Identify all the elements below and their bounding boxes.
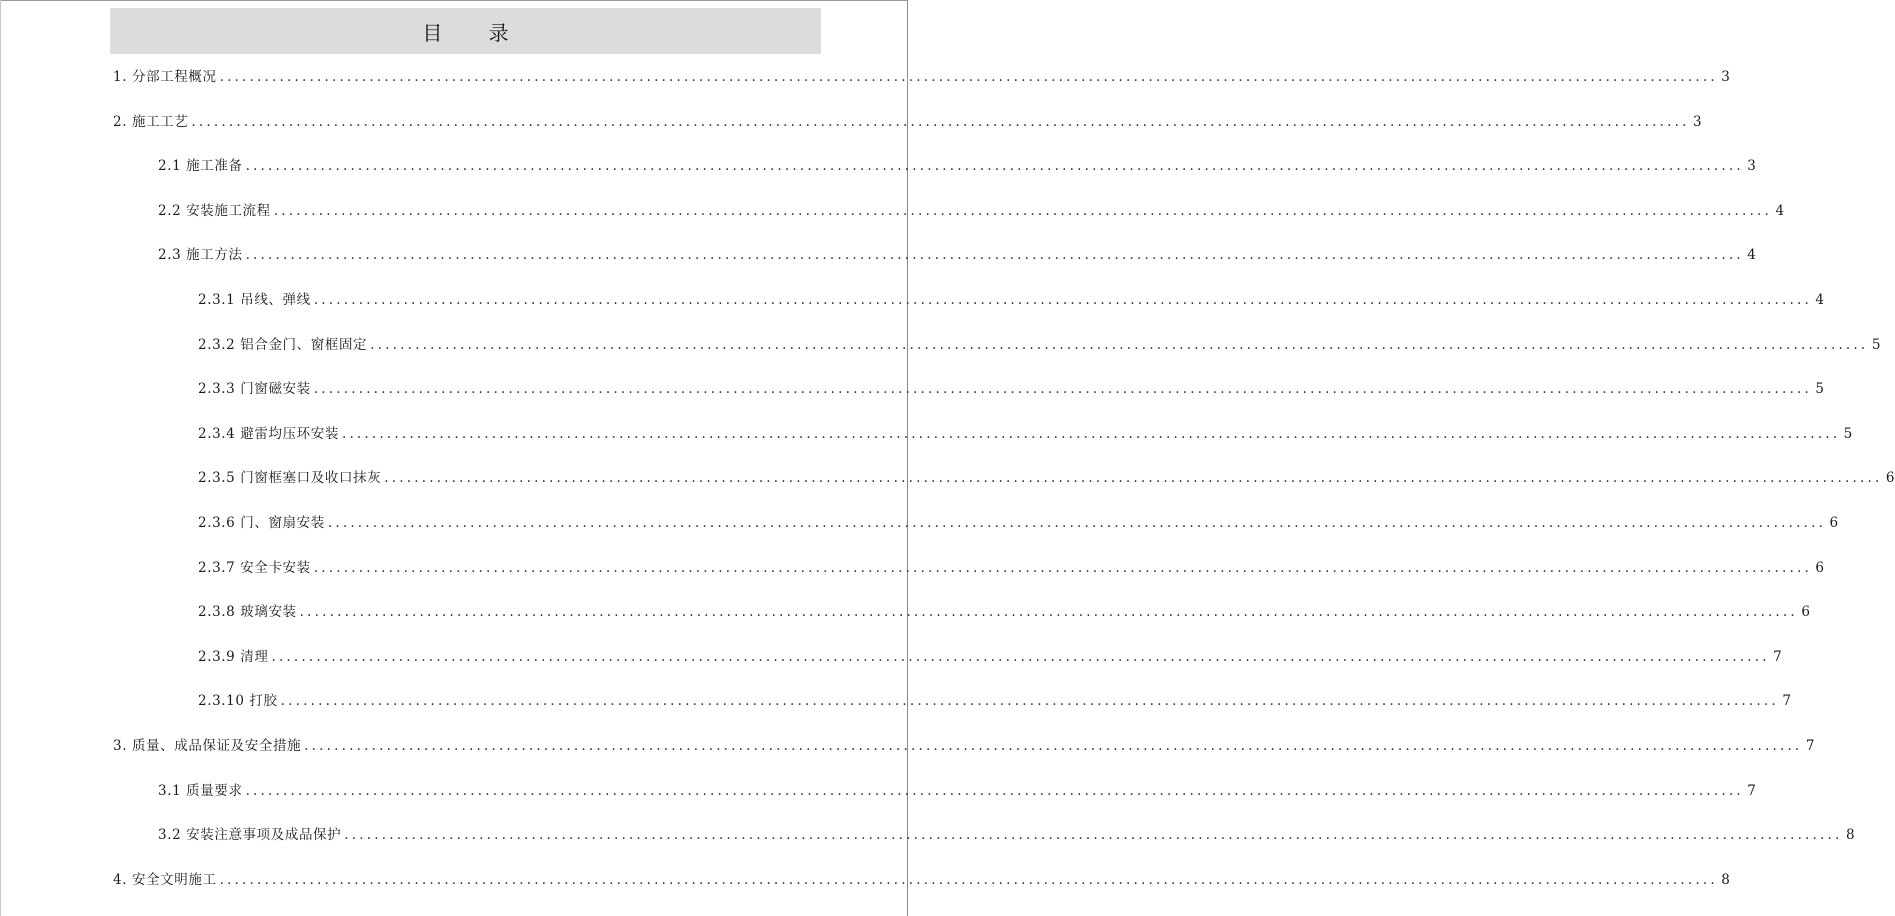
- toc-entry-label: 2.3.8 玻璃安装: [198, 604, 297, 620]
- toc-dot-leader: ........................................................................................................................................................................................................: [273, 203, 1773, 219]
- toc-entry-page-number: 4: [1747, 247, 1756, 263]
- toc-entry-page-number: 4: [1775, 203, 1785, 219]
- toc-entry[interactable]: [113, 871, 1730, 889]
- toc-entry[interactable]: [113, 113, 1702, 131]
- toc-entry[interactable]: [158, 782, 1756, 800]
- toc-entry-label: 3.1 质量要求: [158, 783, 243, 799]
- toc-entry-label: 3.2 安装注意事项及成品保护: [158, 827, 342, 843]
- toc-entry-label: 2.1 施工准备: [158, 158, 243, 174]
- toc-entry-label: 2.3.1 吊线、弹线: [198, 292, 311, 308]
- toc-entry-label: 2.3.9 清理: [198, 649, 269, 665]
- toc-entry-page-number: 3: [1747, 158, 1756, 174]
- toc-entry[interactable]: [198, 514, 1839, 532]
- toc-dot-leader: ........................................................................................................................................................................................................: [219, 872, 1718, 888]
- toc-entry-page-number: 7: [1773, 649, 1782, 665]
- toc-entry-label: 2.3.6 门、窗扇安装: [198, 515, 325, 531]
- toc-entry[interactable]: [198, 559, 1825, 577]
- toc-dot-leader: ........................................................................................................................................................................................................: [384, 470, 1883, 486]
- toc-entry-page-number: 7: [1747, 783, 1756, 799]
- toc-dot-leader: ........................................................................................................................................................................................................: [191, 114, 1690, 130]
- toc-entry[interactable]: [198, 425, 1853, 443]
- toc-entry-label: 2. 施工工艺: [113, 114, 189, 130]
- toc-title: 目 录: [422, 20, 529, 45]
- toc-entry[interactable]: [198, 469, 1895, 487]
- toc-entry-page-number: 5: [1871, 337, 1881, 353]
- toc-entry-label: 2.2 安装施工流程: [158, 203, 271, 219]
- toc-dot-leader: ........................................................................................................................................................................................................: [245, 247, 1744, 263]
- toc-dot-leader: ........................................................................................................................................................................................................: [344, 827, 1843, 843]
- toc-entry[interactable]: [198, 648, 1782, 666]
- toc-dot-leader: ........................................................................................................................................................................................................: [271, 649, 1770, 665]
- toc-entry-page-number: 8: [1721, 872, 1730, 888]
- toc-entry[interactable]: [158, 246, 1756, 264]
- toc-entry-page-number: 6: [1885, 470, 1895, 486]
- toc-entry[interactable]: [198, 603, 1810, 621]
- toc-dot-leader: ........................................................................................................................................................................................................: [370, 337, 1869, 353]
- toc-dot-leader: ........................................................................................................................................................................................................: [313, 560, 1813, 576]
- toc-entry-label: 2.3 施工方法: [158, 247, 243, 263]
- toc-dot-leader: ........................................................................................................................................................................................................: [280, 693, 1779, 709]
- toc-entry-label: 1. 分部工程概况: [113, 69, 217, 85]
- toc-entry-page-number: 6: [1815, 560, 1825, 576]
- toc-dot-leader: ........................................................................................................................................................................................................: [313, 292, 1813, 308]
- toc-entry-label: 2.3.4 避雷均压环安装: [198, 426, 339, 442]
- toc-entry-label: 2.3.5 门窗框塞口及收口抹灰: [198, 470, 382, 486]
- toc-entry-label: 3. 质量、成品保证及安全措施: [113, 738, 302, 754]
- toc-entry-page-number: 3: [1693, 114, 1702, 130]
- toc-entry-label: 2.3.3 门窗磁安装: [198, 381, 311, 397]
- toc-entry[interactable]: [158, 826, 1855, 844]
- toc-dot-leader: ........................................................................................................................................................................................................: [245, 783, 1744, 799]
- toc-dot-leader: ........................................................................................................................................................................................................: [313, 381, 1813, 397]
- toc-entry-page-number: 6: [1801, 604, 1810, 620]
- toc-entry-page-number: 5: [1815, 381, 1825, 397]
- toc-entry[interactable]: [113, 68, 1730, 86]
- toc-dot-leader: ........................................................................................................................................................................................................: [341, 426, 1841, 442]
- toc-entry-page-number: 7: [1805, 738, 1815, 754]
- toc-entry[interactable]: [198, 380, 1825, 398]
- toc-dot-leader: ........................................................................................................................................................................................................: [219, 69, 1718, 85]
- toc-entry[interactable]: [198, 692, 1791, 710]
- toc-entry-page-number: 3: [1721, 69, 1730, 85]
- toc-entry-label: 4. 安全文明施工: [113, 872, 217, 888]
- toc-entry-page-number: 7: [1782, 693, 1791, 709]
- toc-entry-page-number: 8: [1845, 827, 1855, 843]
- toc-entry-page-number: 6: [1829, 515, 1839, 531]
- toc-entry-label: 2.3.2 铝合金门、窗框固定: [198, 337, 368, 353]
- toc-entry[interactable]: [158, 202, 1785, 220]
- toc-dot-leader: ........................................................................................................................................................................................................: [299, 604, 1798, 620]
- toc-entry-label: 2.3.7 安全卡安装: [198, 560, 311, 576]
- toc-entry[interactable]: [158, 157, 1756, 175]
- toc-entry-label: 2.3.10 打胶: [198, 693, 278, 709]
- toc-entry[interactable]: [198, 336, 1881, 354]
- toc-dot-leader: ........................................................................................................................................................................................................: [327, 515, 1827, 531]
- toc-dot-leader: ........................................................................................................................................................................................................: [245, 158, 1744, 174]
- toc-entry[interactable]: [113, 737, 1815, 755]
- toc-entry[interactable]: [198, 291, 1825, 309]
- toc-entry-page-number: 5: [1843, 426, 1853, 442]
- toc-entry-page-number: 4: [1815, 292, 1825, 308]
- toc-dot-leader: ........................................................................................................................................................................................................: [304, 738, 1803, 754]
